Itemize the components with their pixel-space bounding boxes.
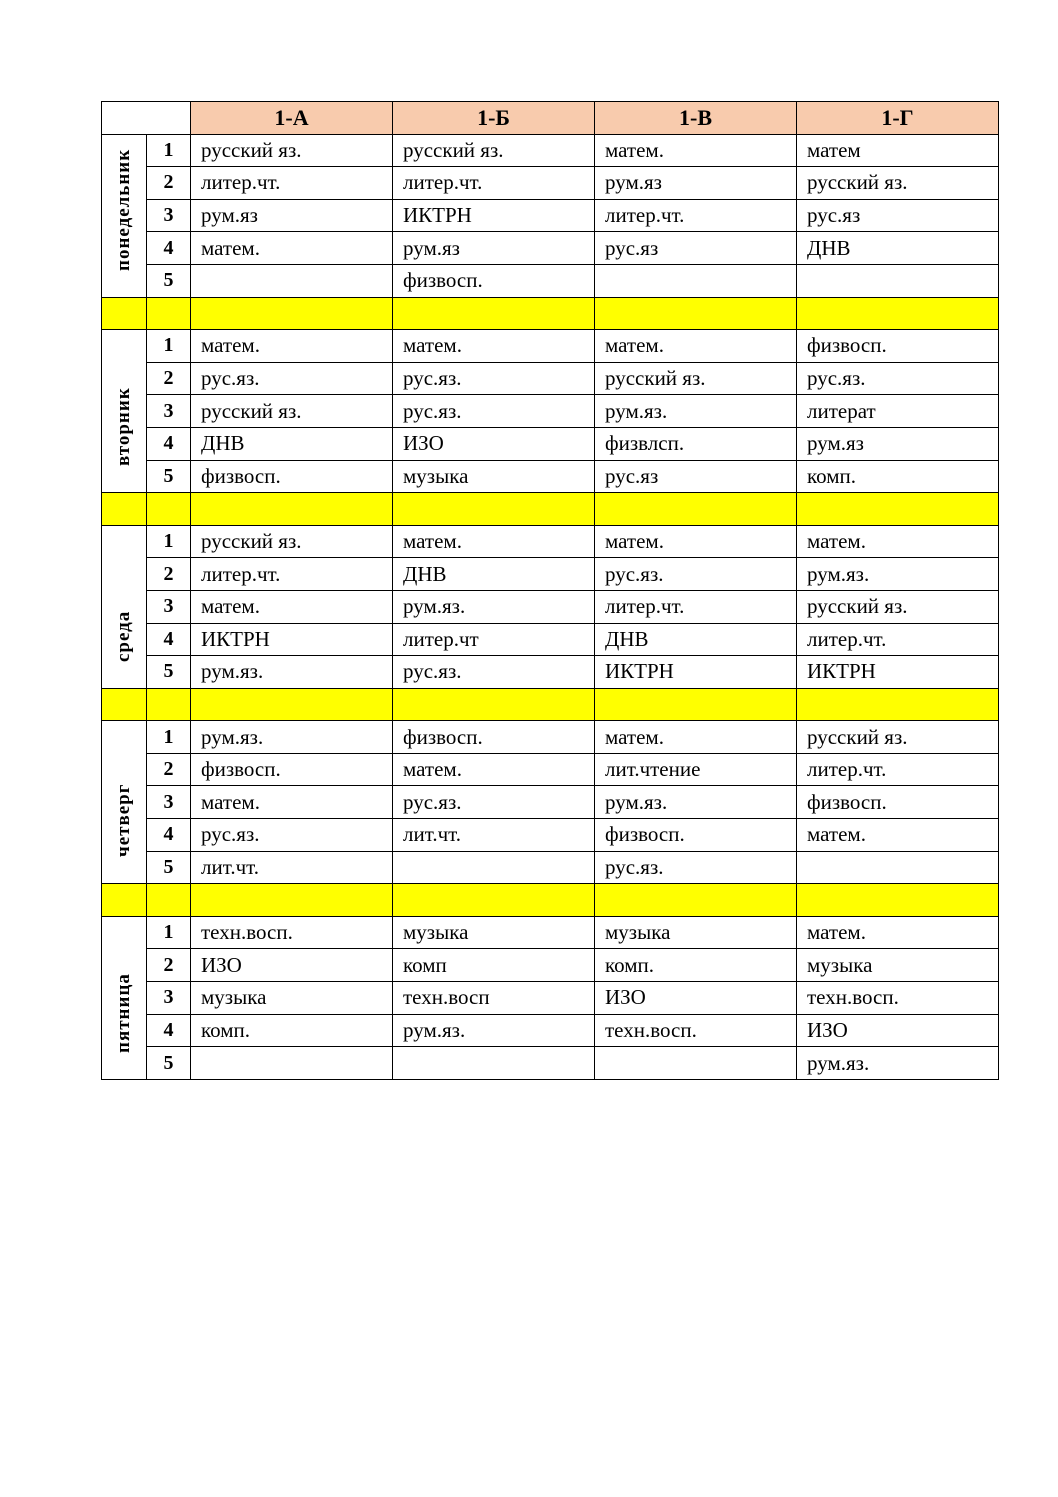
separator-cell bbox=[147, 297, 191, 330]
subject-cell: рус.яз bbox=[595, 460, 797, 493]
day-separator bbox=[102, 884, 999, 917]
subject-cell: литер.чт. bbox=[595, 199, 797, 232]
lesson-row bbox=[102, 460, 999, 493]
subject-cell: ИКТРН bbox=[595, 656, 797, 689]
separator-cell bbox=[191, 884, 393, 917]
separator-cell bbox=[595, 493, 797, 526]
class-header: 1-Г bbox=[797, 102, 999, 135]
subject-cell: рум.яз bbox=[393, 232, 595, 265]
subject-cell: рус.яз bbox=[797, 199, 999, 232]
subject-cell: рус.яз. bbox=[191, 819, 393, 852]
separator-cell bbox=[102, 884, 147, 917]
separator-cell bbox=[102, 493, 147, 526]
separator-cell bbox=[797, 493, 999, 526]
subject-cell: матем. bbox=[191, 330, 393, 363]
subject-cell: ИЗО bbox=[797, 1014, 999, 1047]
subject-cell bbox=[191, 1047, 393, 1080]
lesson-number: 1 bbox=[147, 134, 191, 167]
lesson-number: 4 bbox=[147, 1014, 191, 1047]
lesson-row bbox=[102, 656, 999, 689]
subject-cell: литер.чт. bbox=[191, 167, 393, 200]
lesson-number: 4 bbox=[147, 232, 191, 265]
subject-cell: техн.восп. bbox=[595, 1014, 797, 1047]
lesson-number: 3 bbox=[147, 590, 191, 623]
subject-cell: матем. bbox=[797, 525, 999, 558]
lesson-number: 4 bbox=[147, 623, 191, 656]
subject-cell: рум.яз bbox=[797, 427, 999, 460]
subject-cell: физвосп. bbox=[393, 721, 595, 754]
lesson-number: 4 bbox=[147, 427, 191, 460]
separator-cell bbox=[191, 688, 393, 721]
lesson-row bbox=[102, 264, 999, 297]
lesson-row bbox=[102, 558, 999, 591]
subject-cell: литер.чт bbox=[393, 623, 595, 656]
lesson-number: 3 bbox=[147, 199, 191, 232]
class-header: 1-А bbox=[191, 102, 393, 135]
subject-cell: физвосп. bbox=[393, 264, 595, 297]
subject-cell: литер.чт. bbox=[797, 753, 999, 786]
subject-cell: рус.яз. bbox=[393, 362, 595, 395]
subject-cell bbox=[191, 264, 393, 297]
subject-cell: физвосп. bbox=[191, 460, 393, 493]
separator-cell bbox=[393, 493, 595, 526]
subject-cell bbox=[595, 1047, 797, 1080]
subject-cell: техн.восп bbox=[393, 982, 595, 1015]
subject-cell: музыка bbox=[797, 949, 999, 982]
subject-cell bbox=[595, 264, 797, 297]
day-separator bbox=[102, 297, 999, 330]
lesson-row bbox=[102, 916, 999, 949]
lesson-number: 2 bbox=[147, 167, 191, 200]
lesson-number: 2 bbox=[147, 362, 191, 395]
subject-cell: рус.яз bbox=[595, 232, 797, 265]
lesson-row bbox=[102, 982, 999, 1015]
lesson-number: 4 bbox=[147, 819, 191, 852]
subject-cell: рум.яз. bbox=[595, 395, 797, 428]
subject-cell: рус.яз. bbox=[595, 851, 797, 884]
subject-cell: музыка bbox=[393, 460, 595, 493]
class-header: 1-В bbox=[595, 102, 797, 135]
subject-cell bbox=[393, 1047, 595, 1080]
subject-cell: рус.яз. bbox=[393, 395, 595, 428]
subject-cell: литер.чт. bbox=[797, 623, 999, 656]
subject-cell: физвосп. bbox=[797, 330, 999, 363]
subject-cell: матем. bbox=[191, 786, 393, 819]
subject-cell: матем. bbox=[797, 916, 999, 949]
subject-cell: техн.восп. bbox=[797, 982, 999, 1015]
lesson-row bbox=[102, 232, 999, 265]
separator-cell bbox=[191, 493, 393, 526]
lesson-number: 5 bbox=[147, 851, 191, 884]
separator-cell bbox=[595, 884, 797, 917]
subject-cell: матем. bbox=[595, 525, 797, 558]
subject-cell: ИЗО bbox=[595, 982, 797, 1015]
day-name: пятница bbox=[113, 972, 134, 1053]
separator-cell bbox=[393, 297, 595, 330]
subject-cell: ДНВ bbox=[191, 427, 393, 460]
subject-cell: лит.чт. bbox=[393, 819, 595, 852]
lesson-number: 1 bbox=[147, 721, 191, 754]
subject-cell: матем. bbox=[393, 330, 595, 363]
day-cell bbox=[102, 330, 147, 493]
day-name: вторник bbox=[113, 387, 134, 467]
subject-cell: комп. bbox=[595, 949, 797, 982]
subject-cell: физвосп. bbox=[595, 819, 797, 852]
lesson-number: 3 bbox=[147, 786, 191, 819]
lesson-row bbox=[102, 721, 999, 754]
subject-cell: матем. bbox=[595, 721, 797, 754]
lesson-number: 1 bbox=[147, 525, 191, 558]
subject-cell: русский яз. bbox=[797, 590, 999, 623]
lesson-row bbox=[102, 590, 999, 623]
lesson-number: 2 bbox=[147, 558, 191, 591]
lesson-number: 5 bbox=[147, 1047, 191, 1080]
lesson-number: 1 bbox=[147, 330, 191, 363]
lesson-row bbox=[102, 199, 999, 232]
separator-cell bbox=[797, 688, 999, 721]
day-cell bbox=[102, 916, 147, 1079]
day-name: четверг bbox=[113, 783, 134, 858]
subject-cell: рум.яз bbox=[191, 199, 393, 232]
subject-cell: ИЗО bbox=[393, 427, 595, 460]
subject-cell: русский яз. bbox=[797, 721, 999, 754]
subject-cell: рус.яз. bbox=[595, 558, 797, 591]
subject-cell: физвосп. bbox=[797, 786, 999, 819]
subject-cell: рус.яз. bbox=[393, 656, 595, 689]
subject-cell: комп bbox=[393, 949, 595, 982]
timetable bbox=[101, 101, 999, 1080]
lesson-row bbox=[102, 362, 999, 395]
day-cell bbox=[102, 134, 147, 297]
subject-cell: литер.чт. bbox=[393, 167, 595, 200]
lesson-number: 2 bbox=[147, 949, 191, 982]
lesson-row bbox=[102, 1047, 999, 1080]
subject-cell: матем. bbox=[797, 819, 999, 852]
class-header: 1-Б bbox=[393, 102, 595, 135]
subject-cell: русский яз. bbox=[191, 395, 393, 428]
lesson-number: 5 bbox=[147, 460, 191, 493]
separator-cell bbox=[191, 297, 393, 330]
subject-cell: рум.яз. bbox=[595, 786, 797, 819]
lesson-row bbox=[102, 949, 999, 982]
separator-cell bbox=[147, 884, 191, 917]
subject-cell: литерат bbox=[797, 395, 999, 428]
subject-cell: рум.яз. bbox=[191, 656, 393, 689]
lesson-row bbox=[102, 819, 999, 852]
subject-cell: ИКТРН bbox=[191, 623, 393, 656]
subject-cell: рум.яз. bbox=[393, 1014, 595, 1047]
subject-cell: музыка bbox=[393, 916, 595, 949]
subject-cell: рум.яз. bbox=[191, 721, 393, 754]
subject-cell: литер.чт. bbox=[595, 590, 797, 623]
subject-cell: матем bbox=[797, 134, 999, 167]
lesson-number: 1 bbox=[147, 916, 191, 949]
lesson-row bbox=[102, 395, 999, 428]
subject-cell: музыка bbox=[191, 982, 393, 1015]
subject-cell: рум.яз. bbox=[393, 590, 595, 623]
separator-cell bbox=[393, 884, 595, 917]
subject-cell: матем. bbox=[595, 330, 797, 363]
separator-cell bbox=[102, 688, 147, 721]
lesson-row bbox=[102, 330, 999, 363]
subject-cell: ИКТРН bbox=[393, 199, 595, 232]
separator-cell bbox=[102, 297, 147, 330]
subject-cell: русский яз. bbox=[393, 134, 595, 167]
day-separator bbox=[102, 493, 999, 526]
subject-cell: лит.чт. bbox=[191, 851, 393, 884]
subject-cell: рум.яз. bbox=[797, 558, 999, 591]
subject-cell: литер.чт. bbox=[191, 558, 393, 591]
subject-cell bbox=[797, 264, 999, 297]
lesson-row bbox=[102, 167, 999, 200]
subject-cell: матем. bbox=[595, 134, 797, 167]
subject-cell: ИЗО bbox=[191, 949, 393, 982]
subject-cell: комп. bbox=[797, 460, 999, 493]
day-name: понедельник bbox=[113, 148, 134, 271]
day-name: среда bbox=[113, 610, 134, 662]
separator-cell bbox=[147, 688, 191, 721]
subject-cell: рус.яз. bbox=[393, 786, 595, 819]
subject-cell: русский яз. bbox=[191, 525, 393, 558]
lesson-number: 3 bbox=[147, 395, 191, 428]
subject-cell: рус.яз. bbox=[797, 362, 999, 395]
subject-cell bbox=[393, 851, 595, 884]
header-corner bbox=[102, 102, 191, 135]
subject-cell: матем. bbox=[393, 525, 595, 558]
separator-cell bbox=[595, 297, 797, 330]
lesson-number: 2 bbox=[147, 753, 191, 786]
lesson-row bbox=[102, 525, 999, 558]
header-row bbox=[102, 102, 999, 135]
lesson-row bbox=[102, 1014, 999, 1047]
lesson-row bbox=[102, 786, 999, 819]
subject-cell: рус.яз. bbox=[191, 362, 393, 395]
subject-cell: матем. bbox=[191, 232, 393, 265]
subject-cell: русский яз. bbox=[797, 167, 999, 200]
subject-cell: ДНВ bbox=[797, 232, 999, 265]
subject-cell: русский яз. bbox=[191, 134, 393, 167]
separator-cell bbox=[393, 688, 595, 721]
lesson-row bbox=[102, 134, 999, 167]
day-separator bbox=[102, 688, 999, 721]
separator-cell bbox=[595, 688, 797, 721]
lesson-number: 3 bbox=[147, 982, 191, 1015]
subject-cell: лит.чтение bbox=[595, 753, 797, 786]
lesson-number: 5 bbox=[147, 656, 191, 689]
lesson-number: 5 bbox=[147, 264, 191, 297]
separator-cell bbox=[797, 297, 999, 330]
subject-cell: ДНВ bbox=[595, 623, 797, 656]
lesson-row bbox=[102, 427, 999, 460]
subject-cell: матем. bbox=[393, 753, 595, 786]
lesson-row bbox=[102, 851, 999, 884]
subject-cell: ДНВ bbox=[393, 558, 595, 591]
subject-cell: техн.восп. bbox=[191, 916, 393, 949]
lesson-row bbox=[102, 623, 999, 656]
subject-cell: физвосп. bbox=[191, 753, 393, 786]
separator-cell bbox=[797, 884, 999, 917]
subject-cell: комп. bbox=[191, 1014, 393, 1047]
lesson-row bbox=[102, 753, 999, 786]
subject-cell: рум.яз. bbox=[797, 1047, 999, 1080]
subject-cell bbox=[797, 851, 999, 884]
subject-cell: русский яз. bbox=[595, 362, 797, 395]
subject-cell: рум.яз bbox=[595, 167, 797, 200]
subject-cell: ИКТРН bbox=[797, 656, 999, 689]
day-cell bbox=[102, 525, 147, 688]
subject-cell: матем. bbox=[191, 590, 393, 623]
day-cell bbox=[102, 721, 147, 884]
subject-cell: музыка bbox=[595, 916, 797, 949]
separator-cell bbox=[147, 493, 191, 526]
subject-cell: физвлсп. bbox=[595, 427, 797, 460]
